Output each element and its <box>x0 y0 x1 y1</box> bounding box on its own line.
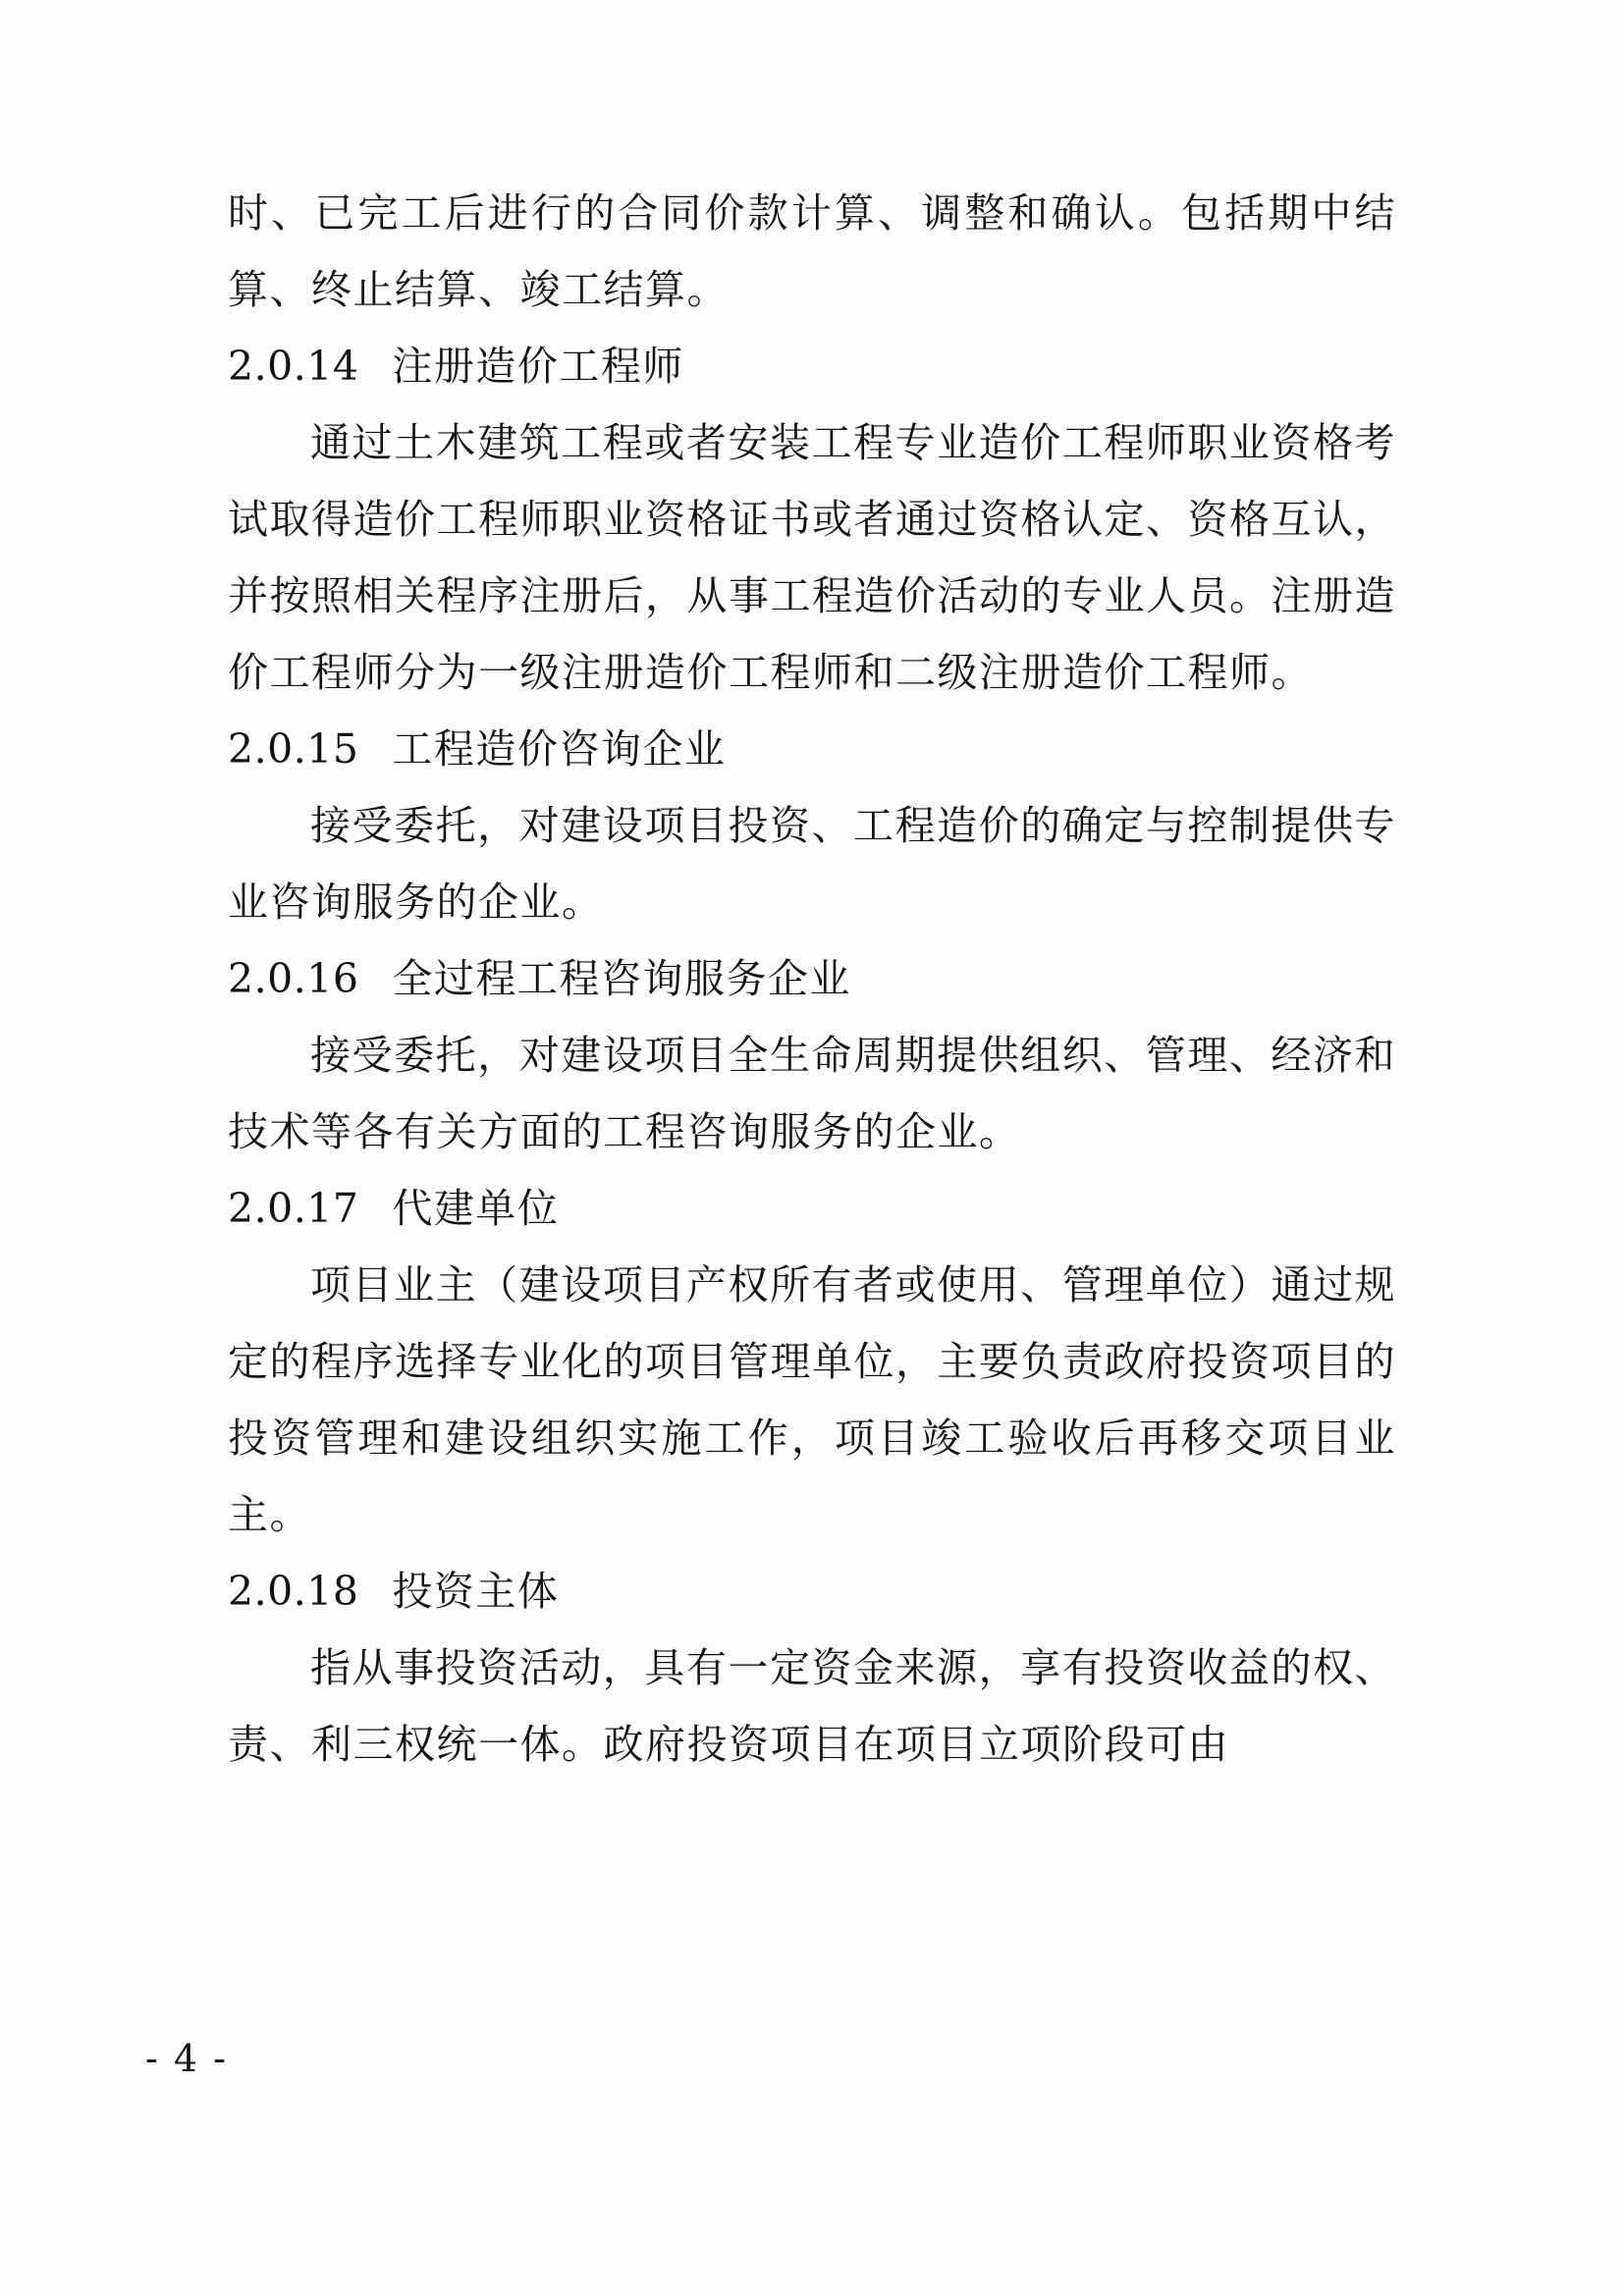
heading-2-0-14 <box>228 328 1396 404</box>
heading-2-0-18 <box>228 1553 1396 1629</box>
paragraph-2-0-17-body: 项目业主（建设项目产权所有者或使用、管理单位）通过规定的程序选择专业化的项目管理单位，主要负责政府投资项目的投资管理和建设组织实施工作，项目竣工验收后再移交项目业主。 <box>228 1261 1396 1538</box>
heading-title: 投资主体 <box>392 1568 560 1615</box>
heading-number: 2.0.14 <box>228 343 359 390</box>
heading-2-0-17 <box>228 1170 1396 1247</box>
heading-title: 注册造价工程师 <box>392 343 684 390</box>
page-number: - 4 - <box>145 2037 229 2080</box>
paragraph-continuation-settlement: 时、已完工后进行的合同价款计算、调整和确认。包括期中结算、终止结算、竣工结算。 <box>228 189 1396 313</box>
heading-2-0-16 <box>228 940 1396 1017</box>
heading-number: 2.0.15 <box>228 725 359 773</box>
heading-2-0-15 <box>228 711 1396 787</box>
heading-title: 全过程工程咨询服务企业 <box>392 955 851 1002</box>
heading-number: 2.0.17 <box>228 1185 359 1232</box>
heading-title: 代建单位 <box>392 1185 560 1232</box>
page-body <box>228 175 1396 1783</box>
paragraph-2-0-15-body: 接受委托，对建设项目投资、工程造价的确定与控制提供专业咨询服务的企业。 <box>228 802 1396 926</box>
heading-title: 工程造价咨询企业 <box>392 725 727 773</box>
paragraph-2-0-18-body: 指从事投资活动，具有一定资金来源，享有投资收益的权、责、利三权统一体。政府投资项目在项目立项阶段可由 <box>228 1644 1396 1768</box>
paragraph-2-0-16-body: 接受委托，对建设项目全生命周期提供组织、管理、经济和技术等各有关方面的工程咨询服务的企业。 <box>228 1032 1396 1155</box>
heading-number: 2.0.18 <box>228 1568 359 1615</box>
paragraph-2-0-14-body: 通过土木建筑工程或者安装工程专业造价工程师职业资格考试取得造价工程师职业资格证书或者通过资格认定、资格互认，并按照相关程序注册后，从事工程造价活动的专业人员。注册造价工程师分为一级注册造价工程师和二级注册造价工程师。 <box>228 419 1396 696</box>
heading-number: 2.0.16 <box>228 955 359 1002</box>
